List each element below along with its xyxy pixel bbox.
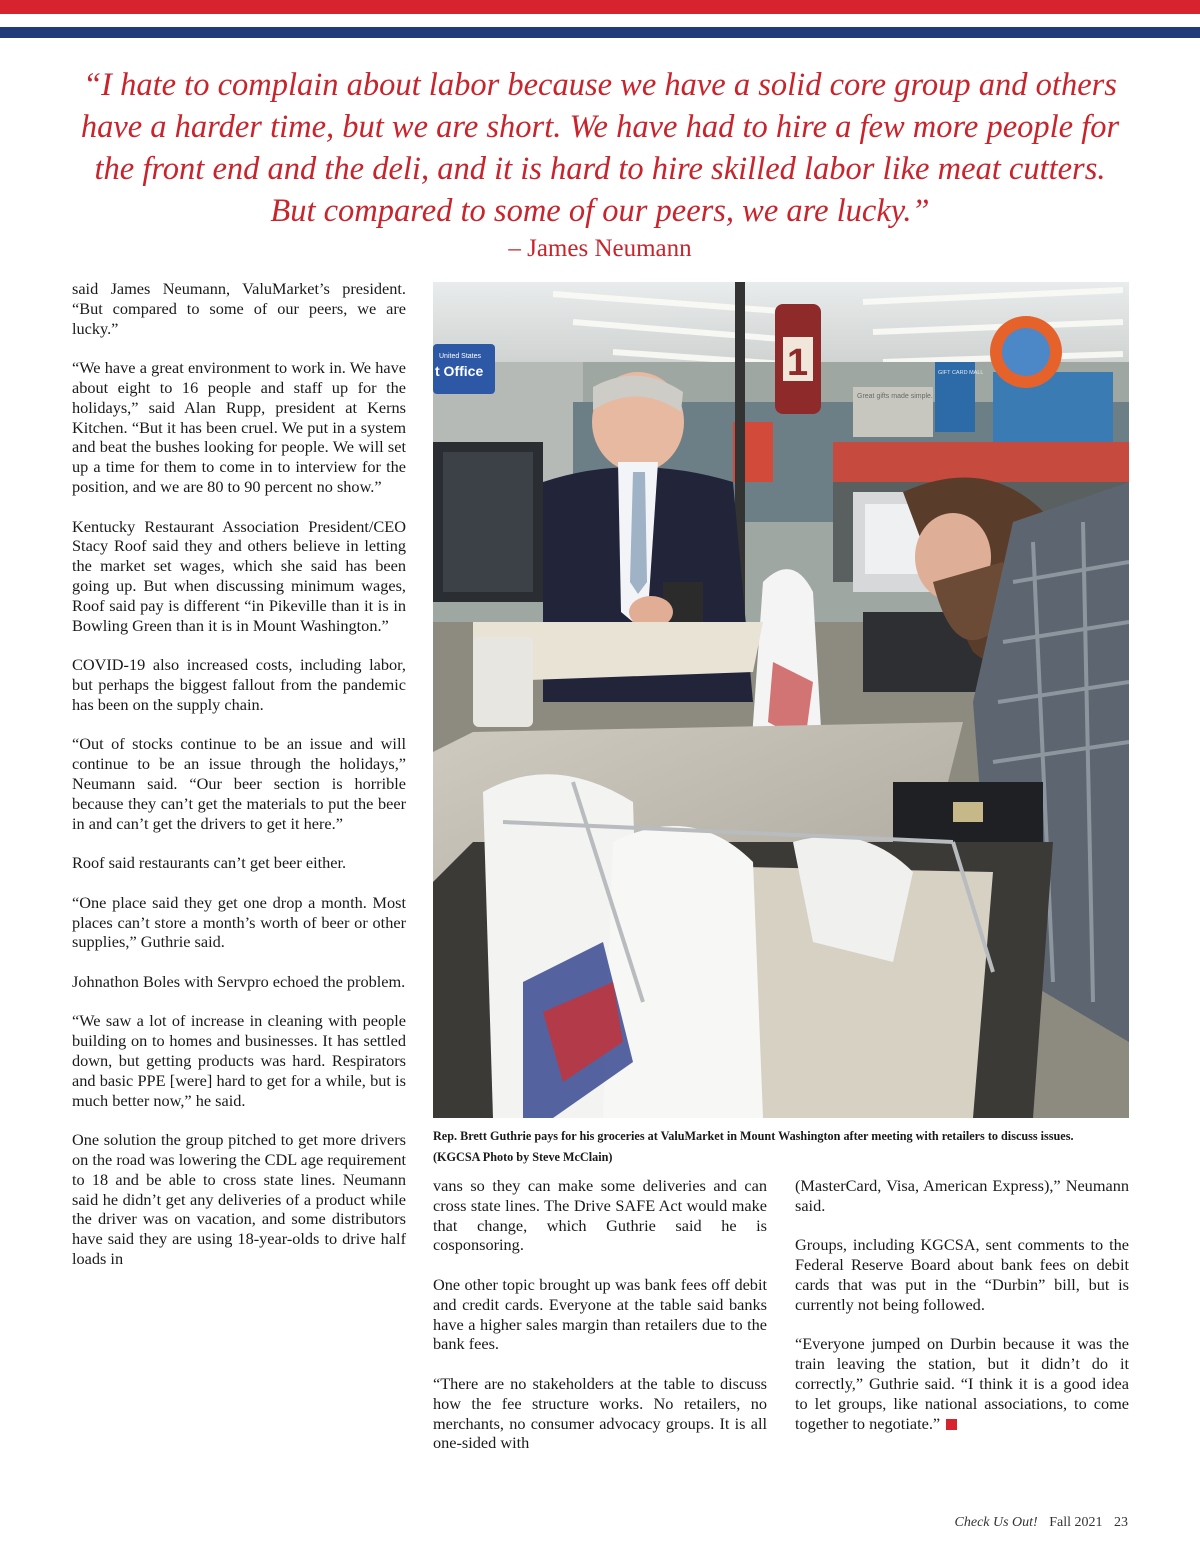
photo-gift-card: GIFT CARD MALL (938, 370, 984, 376)
end-mark-icon (946, 1419, 957, 1430)
header-stripe-blue (0, 27, 1200, 38)
paragraph: “One place said they get one drop a month. Most places can’t store a month’s worth of beer or other supplies,” Guthrie said. (72, 892, 406, 952)
paragraph: vans so they can make some deliveries and can cross state lines. The Drive SAFE Act would make that change, which Guthrie said he is cosponsoring. (433, 1176, 767, 1255)
photo-gift-sign: Great gifts made simple. (857, 393, 933, 400)
checkout-photo (433, 282, 1129, 1118)
paragraph (795, 1334, 1129, 1433)
magazine-name: Check Us Out! (954, 1515, 1038, 1530)
photo-caption (433, 1126, 1133, 1168)
pull-quote-attribution: – James Neumann (508, 235, 692, 262)
pull-quote: “I hate to complain about labor because we have a solid core group and others have a harder time, but we are short. We have had to hire a few more people for the front end and the deli, and it is hard to hire skilled labor like meat cutters. But compared to some of our peers, we are lucky.” (80, 67, 1120, 229)
article-column-2 (433, 1176, 767, 1453)
paragraph: Groups, including KGCSA, sent comments to the Federal Reserve Board about bank fees on debit cards that was put in the “Durbin” bill, but is currently not being followed. (795, 1235, 1129, 1314)
paragraph: Kentucky Restaurant Association President/CEO Stacy Roof said they and others believe in letting the market set wages, which she said has been going up. But when discussing minimum wages, Roof said pay is different “in Pikeville than it is in Bowling Green than it is in Mount Washington.” (72, 516, 406, 635)
article-column-1 (72, 279, 406, 1269)
photo-sign-office: t Office (435, 363, 484, 379)
caption-text: Rep. Brett Guthrie pays for his groceries at ValuMarket in Mount Washington after meeting with retailers to discuss issues. (433, 1129, 1074, 1143)
paragraph: Roof said restaurants can’t get beer either. (72, 853, 347, 873)
page-number: 23 (1114, 1515, 1128, 1530)
paragraph: “Out of stocks continue to be an issue and will continue to be an issue through the holidays,” Neumann said. “Our beer section is horrible because they can’t get the materials to put the beer in and can’t get the drivers to get it here.” (72, 734, 406, 833)
photo-lane-number: 1 (787, 342, 809, 384)
photo-sign-small: United States (439, 353, 482, 360)
caption-credit: (KGCSA Photo by Steve McClain) (433, 1150, 613, 1164)
issue-date: Fall 2021 (1049, 1515, 1103, 1530)
header-stripe-red (0, 0, 1200, 14)
paragraph-text: “Everyone jumped on Durbin because it was the train leaving the station, but it didn’t do it correctly,” Guthrie said. “I think it is a good idea to let groups, like national associations, to come together to negotiate.” (795, 1334, 1129, 1433)
paragraph: Johnathon Boles with Servpro echoed the problem. (72, 971, 406, 991)
header-stripe-gap (0, 14, 1200, 27)
paragraph: COVID-19 also increased costs, including labor, but perhaps the biggest fallout from the pandemic has been on the supply chain. (72, 655, 406, 714)
paragraph: said James Neumann, ValuMarket’s president. “But compared to some of our peers, we are lucky.” (72, 279, 406, 338)
paragraph: “We saw a lot of increase in cleaning with people building on to homes and businesses. It has settled down, but getting products was hard. Respirators and basic PPE [were] hard to get for a while, but is much better now,” he said. (72, 1011, 406, 1110)
paragraph: “We have a great environment to work in. We have about eight to 16 people and staff up for the holidays,” said Alan Rupp, president at Kerns Kitchen. “But it has been cruel. We put in a system and beat the bushes looking for people. We will set up a time for them to come in to interview for the position, and we are 80 to 90 percent no show.” (72, 358, 406, 496)
paragraph: (MasterCard, Visa, American Express),” Neumann said. (795, 1176, 1129, 1215)
paragraph: One solution the group pitched to get more drivers on the road was lowering the CDL age requirement to 18 and be able to cross state lines. Neumann said he didn’t get any deliveries of a product while the driver was on vacation, and some distributors have said they are using 18-year-olds to drive half loads in (72, 1130, 406, 1269)
paragraph: “There are no stakeholders at the table to discuss how the fee structure works. No retailers, no merchants, no consumer advocacy groups. It is all one-sided with (433, 1373, 767, 1453)
article-column-3 (795, 1176, 1129, 1433)
paragraph: One other topic brought up was bank fees off debit and credit cards. Everyone at the table said banks have a higher sales margin than retailers due to the bank fees. (433, 1274, 767, 1354)
page-footer (947, 1515, 1128, 1531)
